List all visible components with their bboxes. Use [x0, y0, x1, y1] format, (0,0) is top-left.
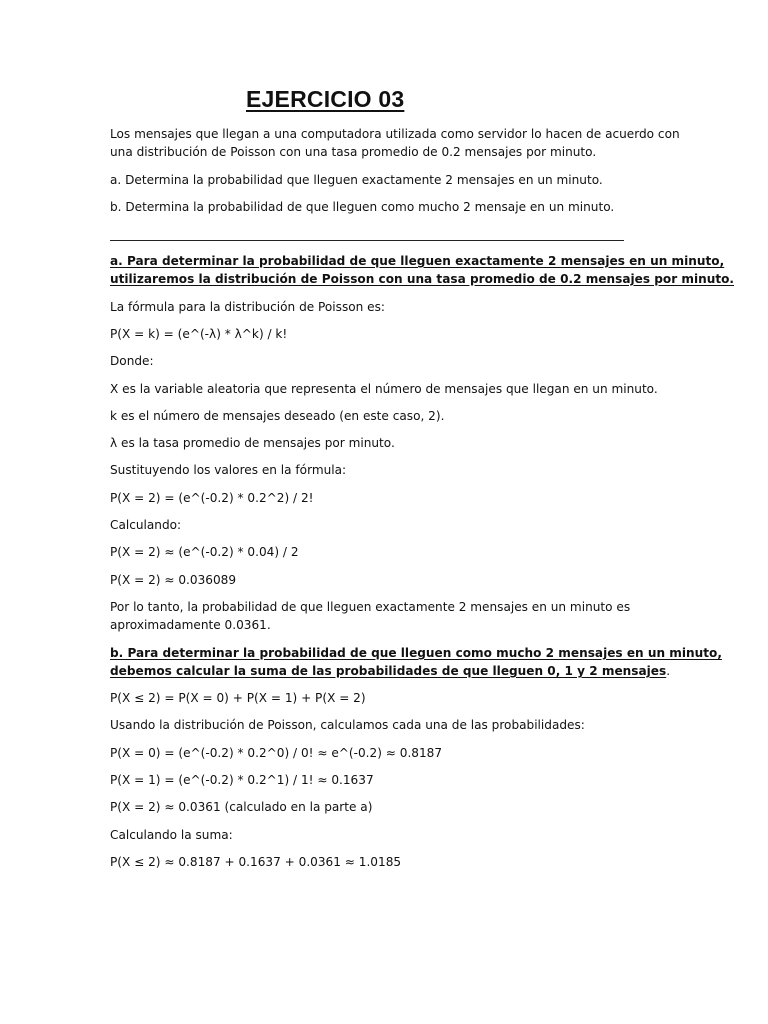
question-a: a. Determina la probabilidad que lleguen exactamente 2 mensajes en un minuto. [110, 173, 603, 187]
definition-x: X es la variable aleatoria que representa el número de mensajes que llegan en un minuto. [110, 382, 658, 396]
section-b-heading-line-1: b. Para determinar la probabilidad de que lleguen como mucho 2 mensajes en un minuto, [110, 646, 722, 660]
usando-line: Usando la distribución de Poisson, calculamos cada una de las probabilidades: [110, 718, 585, 732]
donde-label: Donde: [110, 354, 154, 368]
calculating-label: Calculando: [110, 518, 182, 532]
definition-k: k es el número de mensajes deseado (en este caso, 2). [110, 409, 445, 423]
definition-lambda: λ es la tasa promedio de mensajes por minuto. [110, 436, 395, 450]
section-b-heading-line-2-wrapper [110, 662, 670, 680]
intro-line-1: Los mensajes que llegan a una computadora utilizada como servidor lo hacen de acuerdo con [110, 127, 680, 141]
substitution-label: Sustituyendo los valores en la fórmula: [110, 463, 347, 477]
section-a-heading-line-2: utilizaremos la distribución de Poisson con una tasa promedio de 0.2 mensajes por minuto. [110, 272, 735, 286]
calc-step-2: P(X = 2) ≈ 0.036089 [110, 573, 237, 587]
substitution-formula: P(X = 2) = (e^(-0.2) * 0.2^2) / 2! [110, 491, 314, 505]
question-b: b. Determina la probabilidad de que lleguen como mucho 2 mensaje en un minuto. [110, 200, 615, 214]
conclusion-line-1: Por lo tanto, la probabilidad de que lleguen exactamente 2 mensajes en un minuto es [110, 600, 631, 614]
p2-line: P(X = 2) ≈ 0.0361 (calculado en la parte a) [110, 800, 373, 814]
separator-line [110, 240, 624, 241]
section-a-heading-line-1: a. Para determinar la probabilidad de que lleguen exactamente 2 mensajes en un minuto, [110, 254, 725, 268]
conclusion-line-2: aproximadamente 0.0361. [110, 618, 271, 632]
calc-sum-label: Calculando la suma: [110, 828, 233, 842]
intro-line-2: una distribución de Poisson con una tasa promedio de 0.2 mensajes por minuto. [110, 145, 597, 159]
poisson-formula: P(X = k) = (e^(-λ) * λ^k) / k! [110, 327, 288, 341]
page-title: EJERCICIO 03 [246, 86, 405, 112]
calc-step-1: P(X = 2) ≈ (e^(-0.2) * 0.04) / 2 [110, 545, 299, 559]
section-b-heading-end: . [666, 664, 671, 678]
formula-intro: La fórmula para la distribución de Poisson es: [110, 300, 385, 314]
p1-line: P(X = 1) = (e^(-0.2) * 0.2^1) / 1! ≈ 0.1637 [110, 773, 374, 787]
p0-line: P(X = 0) = (e^(-0.2) * 0.2^0) / 0! ≈ e^(-0.2) ≈ 0.8187 [110, 746, 443, 760]
total-line: P(X ≤ 2) ≈ 0.8187 + 0.1637 + 0.0361 ≈ 1.0185 [110, 855, 402, 869]
sum-formula: P(X ≤ 2) = P(X = 0) + P(X = 1) + P(X = 2) [110, 691, 366, 705]
section-b-heading-line-2: debemos calcular la suma de las probabilidades de que lleguen 0, 1 y 2 mensajes [110, 664, 667, 678]
